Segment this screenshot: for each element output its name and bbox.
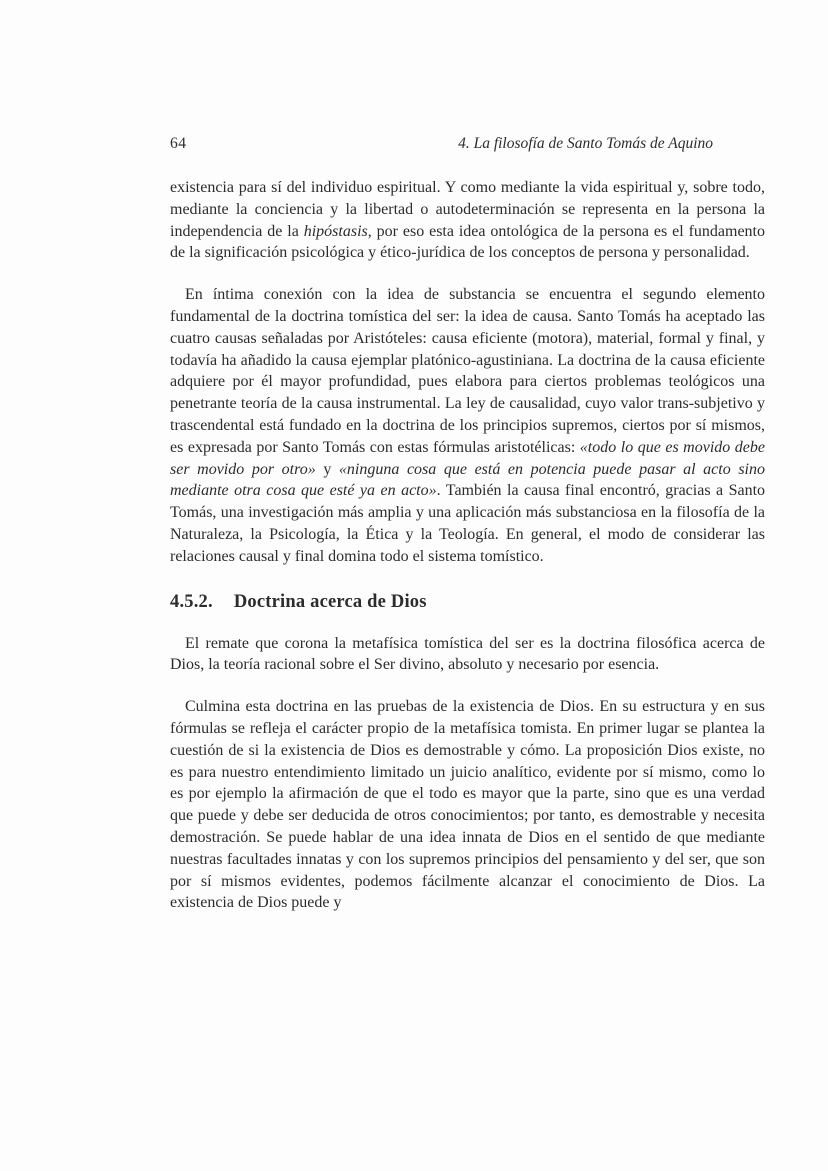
text-run: . También la causa final encontró, gracias a Santo Tomás, una investigación más amplia y una aplicación más substanciosa en la filosofía de la Naturaleza, la Psicología, la Ética y la Teología. En general, el modo de considerar las relaciones causal y final domina todo el sistema tomístico. — [170, 482, 766, 565]
text-run: En íntima conexión con la idea de substancia se encuentra el segundo elemento fundamental de la doctrina tomística del ser: la idea de causa. Santo Tomás ha aceptado las cuatro causas señaladas por Aristóteles: causa eficiente (motora), material, formal y final, y todavía ha añadido la causa ejemplar platónico-agustiniana. La doctrina de la causa eficiente adquiere por él mayor profundidad, pues elabora para ciertos problemas teológicos una penetrante teoría de la causa instrumental. La ley de causalidad, cuyo valor trans-subjetivo y trascendental está fundado en la doctrina de los principios supremos, ciertos por sí mismos, es expresada por Santo Tomás con estas fórmulas aristotélicas: — [170, 286, 765, 456]
italic-text-run: «ninguna cosa que está en potencia puede pasar al acto sino mediante otra cosa que esté ya en acto» — [170, 460, 765, 500]
body-paragraph-4 — [170, 696, 765, 914]
page-number: 64 — [170, 135, 187, 152]
section-heading-title: Doctrina acerca de Dios — [233, 591, 427, 612]
chapter-title: 4. La filosofía de Santo Tomás de Aquino — [458, 135, 713, 152]
section-heading — [170, 591, 765, 614]
section-heading-number: 4.5.2. — [170, 591, 213, 612]
italic-text-run: «todo lo que es movido debe ser movido por otro» — [170, 438, 766, 478]
body-text — [170, 177, 765, 934]
running-head — [170, 135, 765, 153]
italic-text-run: hipóstasis — [303, 222, 368, 240]
text-run: El remate que corona la metafísica tomística del ser es la doctrina filosófica acerca de Dios, la teoría racional sobre el Ser divino, absoluto y necesario por esencia. — [170, 634, 765, 674]
text-run: , por eso esta idea ontológica de la persona es el fundamento de la significación psicológica y ético-jurídica de los conceptos de persona y personalidad. — [170, 222, 766, 262]
body-paragraph-3 — [170, 633, 765, 677]
text-run: existencia para sí del individuo espiritual. Y como mediante la vida espiritual y, sobre todo, mediante la conciencia y la libertad o autodeterminación se representa en la persona la independencia de la — [170, 179, 765, 240]
text-run: y — [315, 460, 339, 478]
text-run: Culmina esta doctrina en las pruebas de la existencia de Dios. En su estructura y en sus fórmulas se refleja el carácter propio de la metafísica tomista. En primer lugar se plantea la cuestión de si la existencia de Dios es demostrable y cómo. La proposición Dios existe, no es para nuestro entendimiento limitado un juicio analítico, evidente por sí mismo, como lo es por ejemplo la afirmación de que el todo es mayor que la parte, sino que es una verdad que puede y debe ser deducida de otros conocimientos; por tanto, es demostrable y necesita demostración. Se puede hablar de una idea innata de Dios en el sentido de que mediante nuestras facultades innatas y con los supremos principios del pensamiento y del ser, que son por sí mismos evidentes, podemos fácilmente alcanzar el conocimiento de Dios. La existencia de Dios puede y — [170, 698, 765, 912]
body-paragraph-2 — [170, 284, 765, 567]
body-paragraph-1 — [170, 177, 765, 264]
